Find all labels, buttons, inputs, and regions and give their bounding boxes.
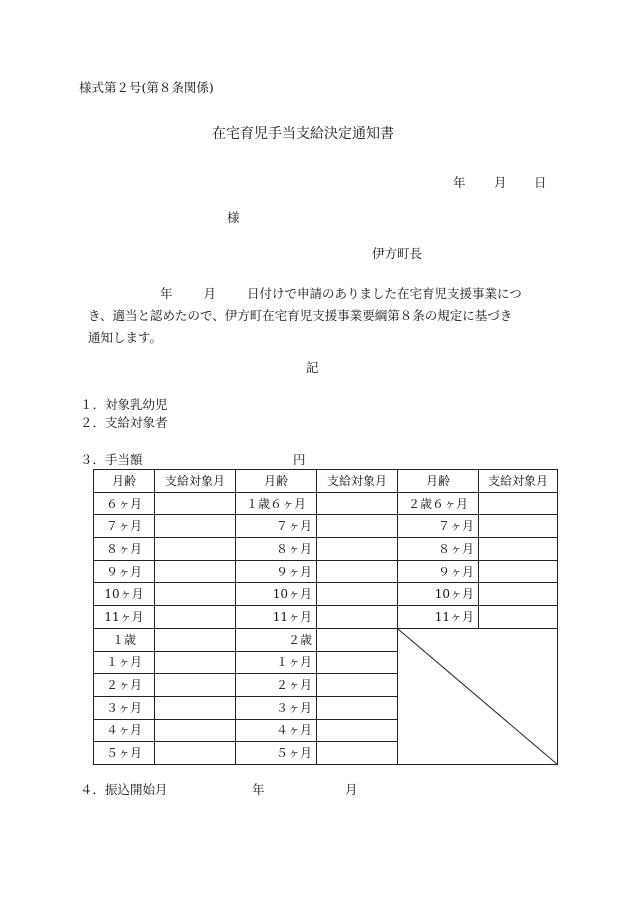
header-age-3: 月齢	[398, 470, 479, 493]
body-line-1	[78, 283, 556, 305]
age-cell: １歳	[94, 628, 155, 651]
notice-body	[78, 283, 556, 349]
target-month-cell	[155, 492, 236, 515]
document-title: 在宅育児手当支給決定通知書	[212, 126, 394, 142]
age-cell: ８ヶ月	[398, 538, 479, 561]
age-cell: 10ヶ月	[236, 583, 317, 606]
age-cell: ２歳	[236, 628, 317, 651]
table-row	[94, 560, 558, 583]
target-month-cell	[155, 651, 236, 674]
transfer-month-label: 月	[345, 782, 358, 797]
target-month-cell	[317, 583, 398, 606]
target-month-cell	[317, 719, 398, 742]
age-cell: 10ヶ月	[94, 583, 155, 606]
age-cell: ３ヶ月	[94, 696, 155, 719]
age-cell: ７ヶ月	[236, 515, 317, 538]
age-cell: ２歳６ヶ月	[398, 492, 479, 515]
age-cell: ７ヶ月	[94, 515, 155, 538]
header-month-2: 支給対象月	[317, 470, 398, 493]
age-cell: ８ヶ月	[94, 538, 155, 561]
target-month-cell	[155, 674, 236, 697]
table-row	[94, 583, 558, 606]
sender-name: 伊方町長	[372, 246, 423, 261]
age-cell: ６ヶ月	[94, 492, 155, 515]
target-month-cell	[479, 606, 558, 629]
date-year-label: 年	[453, 175, 466, 190]
date-day-label: 日	[534, 175, 547, 190]
target-month-cell	[317, 696, 398, 719]
item-recipient: ２．支給対象者	[80, 415, 168, 430]
table-row	[94, 628, 558, 651]
item-transfer-start-month: ４．振込開始月	[80, 782, 168, 797]
target-month-cell	[155, 628, 236, 651]
target-month-cell	[317, 674, 398, 697]
age-cell: ３ヶ月	[236, 696, 317, 719]
age-cell: ４ヶ月	[236, 719, 317, 742]
target-month-cell	[479, 583, 558, 606]
item-allowance-amount: ３．手当額	[80, 452, 143, 467]
header-age-2: 月齢	[236, 470, 317, 493]
target-month-cell	[317, 606, 398, 629]
allowance-table	[93, 469, 558, 765]
target-month-cell	[155, 560, 236, 583]
diagonal-line	[398, 629, 557, 764]
target-month-cell	[317, 560, 398, 583]
body-line-1-text: 日付けで申請のありました在宅育児支援事業につ	[247, 286, 522, 301]
header-month-1: 支給対象月	[155, 470, 236, 493]
age-cell: １ヶ月	[94, 651, 155, 674]
target-month-cell	[317, 515, 398, 538]
allowance-unit: 円	[293, 452, 306, 467]
date-month-label: 月	[494, 175, 507, 190]
transfer-year-label: 年	[252, 782, 265, 797]
age-cell: 10ヶ月	[398, 583, 479, 606]
age-cell: ９ヶ月	[94, 560, 155, 583]
table-row	[94, 492, 558, 515]
age-cell: ２ヶ月	[236, 674, 317, 697]
target-month-cell	[155, 719, 236, 742]
age-cell: ７ヶ月	[398, 515, 479, 538]
target-month-cell	[155, 742, 236, 765]
target-month-cell	[317, 538, 398, 561]
age-cell: ２ヶ月	[94, 674, 155, 697]
body-year-label: 年	[160, 286, 173, 301]
body-line-2: き、適当と認めたので、伊方町在宅育児支援事業要綱第８条の規定に基づき	[88, 308, 513, 323]
diagonal-blank-cell	[398, 628, 558, 764]
target-month-cell	[479, 560, 558, 583]
target-month-cell	[479, 492, 558, 515]
body-line-3: 通知します。	[88, 330, 163, 345]
table-row	[94, 538, 558, 561]
age-cell: ４ヶ月	[94, 719, 155, 742]
table-row	[94, 606, 558, 629]
target-month-cell	[155, 606, 236, 629]
target-month-cell	[479, 515, 558, 538]
target-month-cell	[479, 538, 558, 561]
age-cell: ５ヶ月	[94, 742, 155, 765]
ki-heading: 記	[306, 360, 319, 375]
target-month-cell	[317, 651, 398, 674]
age-cell: １ヶ月	[236, 651, 317, 674]
item-target-infant: １．対象乳幼児	[80, 397, 168, 412]
age-cell: ９ヶ月	[398, 560, 479, 583]
age-cell: １歳６ヶ月	[236, 492, 317, 515]
age-cell: 11ヶ月	[94, 606, 155, 629]
target-month-cell	[155, 583, 236, 606]
target-month-cell	[317, 742, 398, 765]
target-month-cell	[155, 515, 236, 538]
target-month-cell	[155, 538, 236, 561]
form-number: 様式第２号(第８条関係)	[79, 80, 214, 95]
header-age-1: 月齢	[94, 470, 155, 493]
age-cell: 11ヶ月	[236, 606, 317, 629]
age-cell: ５ヶ月	[236, 742, 317, 765]
addressee-suffix: 様	[227, 210, 240, 225]
age-cell: ８ヶ月	[236, 538, 317, 561]
header-month-3: 支給対象月	[479, 470, 558, 493]
target-month-cell	[155, 696, 236, 719]
table-header-row	[94, 470, 558, 493]
body-month-label: 月	[203, 286, 217, 301]
age-cell: ９ヶ月	[236, 560, 317, 583]
target-month-cell	[317, 492, 398, 515]
target-month-cell	[317, 628, 398, 651]
age-cell: 11ヶ月	[398, 606, 479, 629]
table-row	[94, 515, 558, 538]
